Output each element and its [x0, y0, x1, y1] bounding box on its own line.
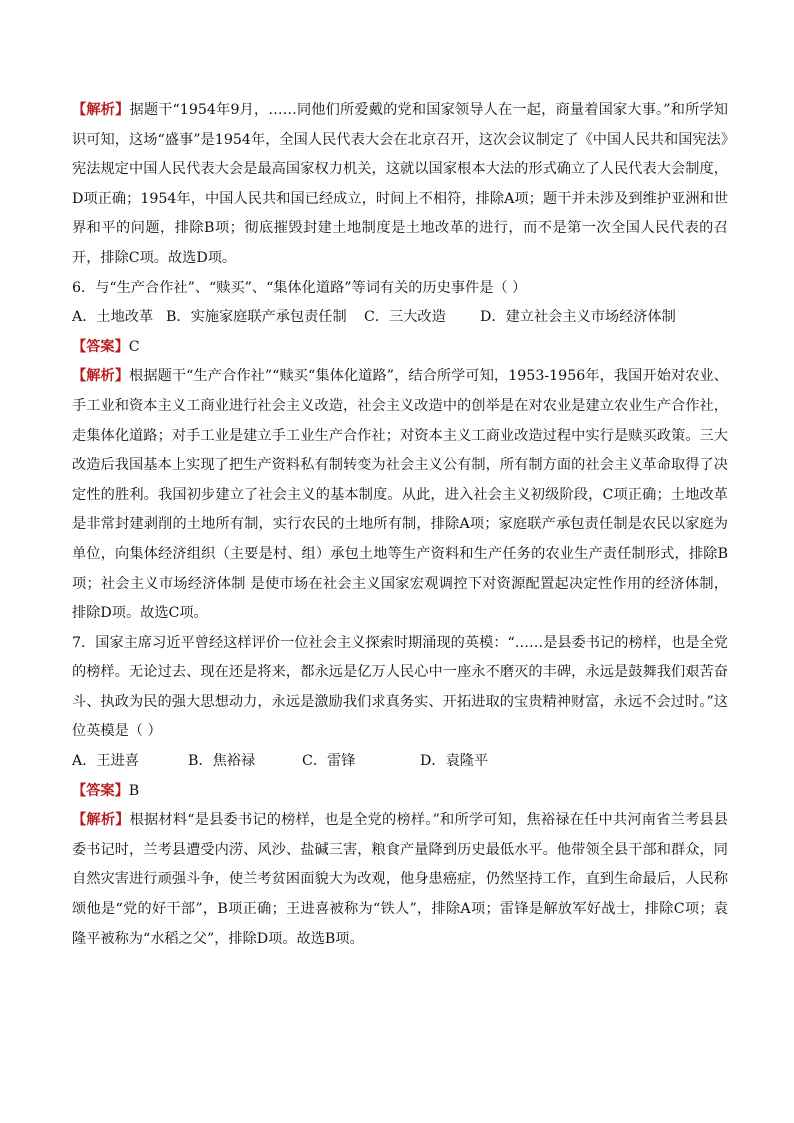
- analysis-text: 根据题干“生产合作社”“赎买“集体化道路”，结合所学可知，1953-1956年，我国开始对农业、手工业和资本主义工商业进行社会主义改造，社会主义改造中的创举是在对农业是建立农业生产合作社，走集体化道路；对手工业是建立手工业生产合作社；对资本主义工商业改造过程中实行是赎买政策。三大改造后我国基本上实现了把生产资料私有制转变为社会主义公有制，所有制方面的社会主义革命取得了决定性的胜利。我国初步建立了社会主义的基本制度。从此，进入社会主义初级阶段，C项正确；土地改革是非常封建剥削的土地所有制，实行农民的土地所有制，排除A项；家庭联产承包责任制是农民以家庭为单位，向集体经济组织（主要是村、组）承包土地等生产资料和生产任务的农业生产责任制形式，排除B项；社会主义市场经济体制 是使市场在社会主义国家宏观调控下对资源配置起决定性作用的经济体制，排除D项。故选C项。: [72, 368, 728, 622]
- analysis-tag: 【解析】: [72, 102, 130, 118]
- q5-analysis: [72, 96, 728, 274]
- answer-value: B: [128, 782, 140, 799]
- option-d: D．袁隆平: [420, 753, 489, 770]
- q7-answer: [72, 777, 728, 807]
- analysis-text: 据题干“1954年9月，……同他们所爱戴的党和国家领导人在一起，商量着国家大事。”和所学知识可知，这场“盛事”是1954年，全国人民代表大会在北京召开，这次会议制定了《中国人民共和国宪法》宪法规定中国人民代表大会是最高国家权力机关，这就以国家根本大法的形式确立了人民代表大会制度，D项正确；1954年，中国人民共和国已经成立，时间上不相符，排除A项；题干并未涉及到维护亚洲和世界和平的问题，排除B项；彻底摧毁封建土地制度是土地改革的进行，而不是第一次全国人民代表的召开，排除C项。故选D项。: [72, 102, 728, 266]
- option-a: A．土地改革: [72, 309, 154, 326]
- answer-value: C: [128, 338, 140, 355]
- option-b: B．焦裕禄: [188, 753, 256, 770]
- answer-tag: 【答案】: [72, 338, 129, 355]
- q6-analysis: [72, 362, 728, 628]
- analysis-tag: 【解析】: [72, 812, 130, 829]
- option-d: D．建立社会主义市场经济体制: [480, 309, 676, 326]
- document-page: [72, 96, 728, 954]
- q7-stem: 7．国家主席习近平曾经这样评价一位社会主义探索时期涌现的英模：“……是县委书记的榜样，也是全党的榜样。无论过去、现在还是将来，都永远是亿万人民心中一座永不磨灭的丰碑，永远是鼓舞我们艰苦奋斗、执政为民的强大思想动力，永远是激励我们求真务实、开拓进取的宝贵精神财富，永远不会过时。”这位英模是（ ）: [72, 634, 728, 740]
- option-b: B．实施家庭联产承包责任制: [166, 309, 347, 326]
- analysis-text: 根据材料“是县委书记的榜样，也是全党的榜样。”和所学可知，焦裕禄在任中共河南省兰考县县委书记时，兰考县遭受内涝、风沙、盐碱三害，粮食产量降到历史最低水平。他带领全县干部和群众，同自然灾害进行顽强斗争，使兰考贫困面貌大为改观，他身患癌症，仍然坚持工作，直到生命最后，人民称颂他是“党的好干部”，B项正确；王进喜被称为“铁人”，排除A项；雷锋是解放军好战士，排除C项；袁隆平被称为“水稻之父”，排除D项。故选B项。: [72, 812, 728, 947]
- q6-options: [72, 303, 728, 333]
- q7-analysis: [72, 806, 728, 954]
- option-c: C．三大改造: [364, 309, 446, 326]
- answer-tag: 【答案】: [72, 782, 129, 799]
- q6-stem: 6．与“生产合作社”、“赎买”、“集体化道路”等词有关的历史事件是（ ）: [72, 279, 527, 296]
- analysis-tag: 【解析】: [72, 368, 130, 385]
- q7-options: [72, 747, 728, 777]
- option-c: C．雷锋: [302, 753, 356, 770]
- option-a: A．王进喜: [72, 753, 139, 770]
- q6-answer: [72, 333, 728, 363]
